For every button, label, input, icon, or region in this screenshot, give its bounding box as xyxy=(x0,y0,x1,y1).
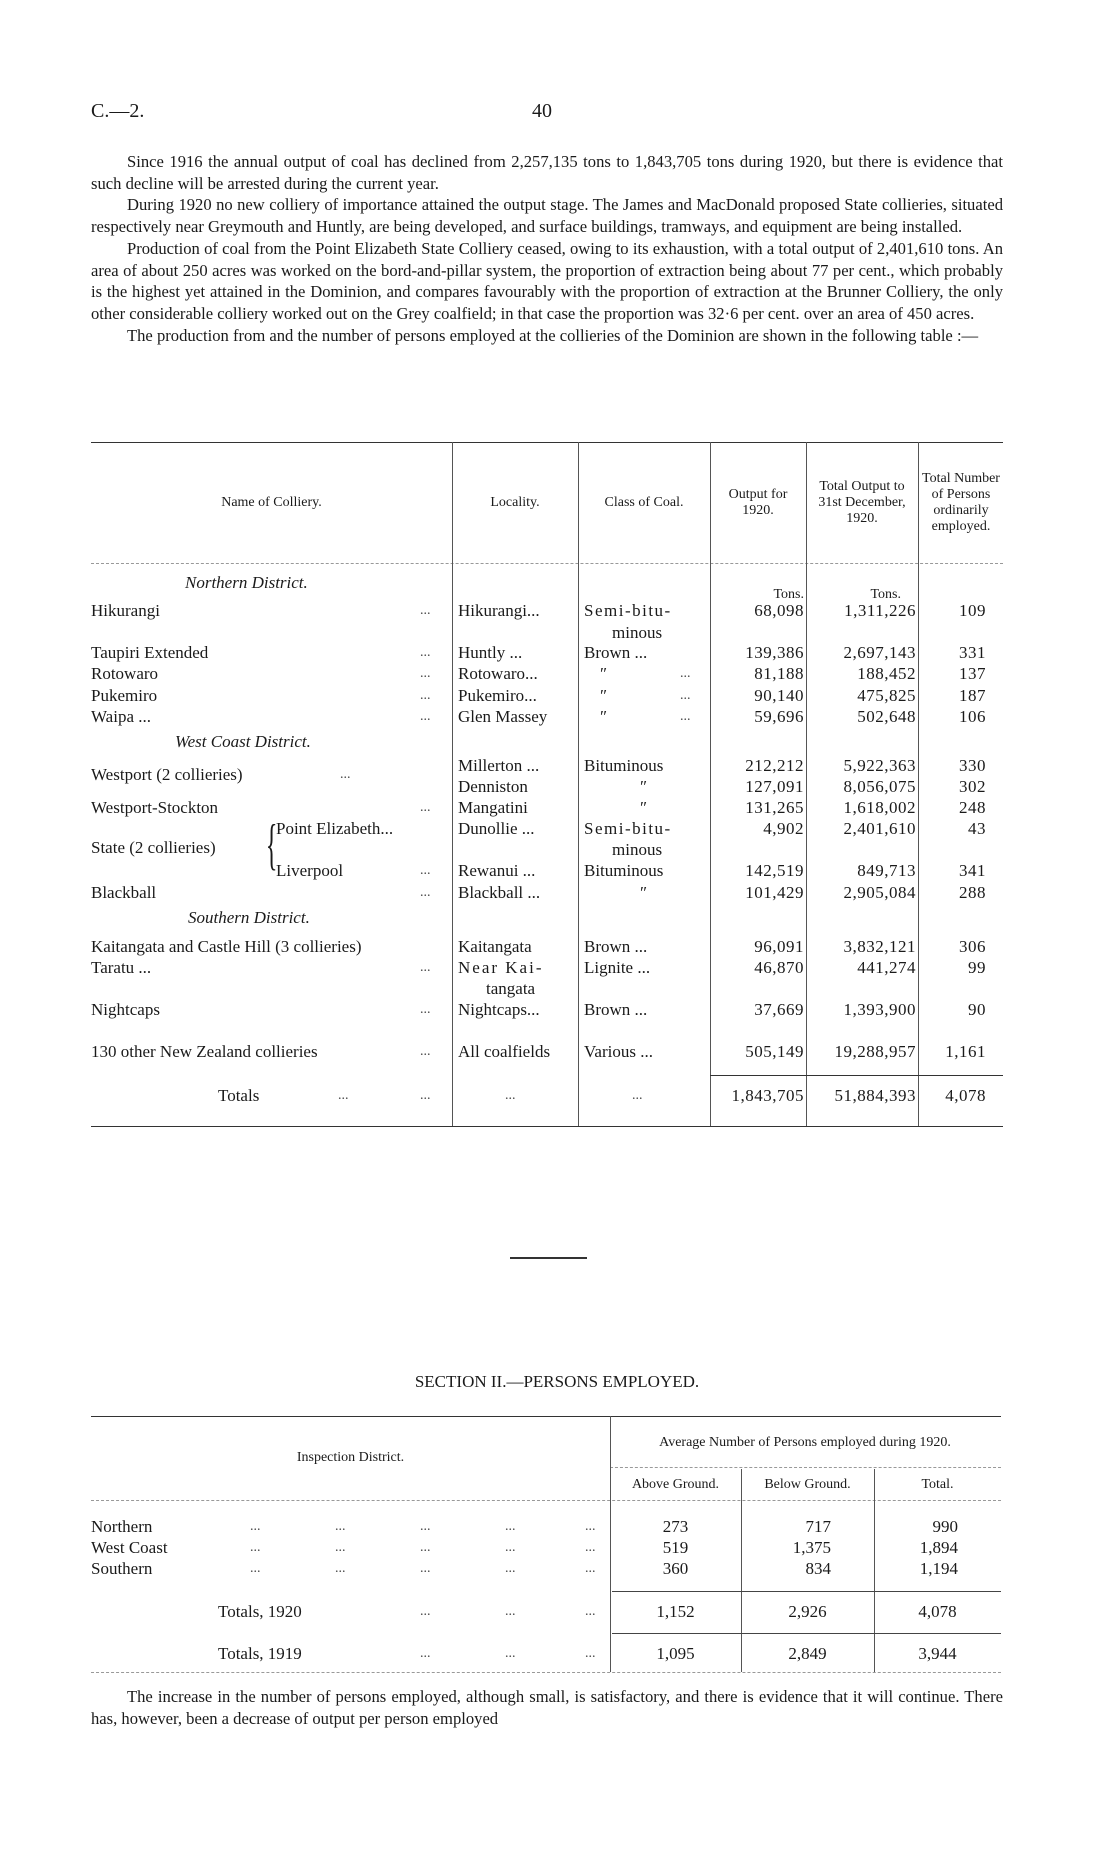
colliery-sub-name: Liverpool xyxy=(276,861,344,880)
leader-dots: ... xyxy=(340,767,351,782)
persons-total: 4,078 xyxy=(945,1086,986,1105)
leader-dots: ... xyxy=(420,863,431,878)
coal-class: Lignite ... xyxy=(584,958,651,977)
persons: 109 xyxy=(959,601,986,620)
persons: 288 xyxy=(959,883,986,902)
locality: Millerton ... xyxy=(458,756,540,775)
table-row xyxy=(0,936,1114,958)
persons: 331 xyxy=(959,643,986,662)
total-output: 849,713 xyxy=(857,861,916,880)
coal-class: ... xyxy=(632,1088,643,1103)
output: 505,149 xyxy=(745,1042,804,1061)
leader-dots: ... xyxy=(335,1561,346,1576)
leader-dots: ... xyxy=(505,1646,516,1661)
page-number: 40 xyxy=(532,100,552,122)
header-class: Class of Coal. xyxy=(604,494,684,510)
table-row xyxy=(0,776,1114,798)
persons: 99 xyxy=(968,958,986,977)
coal-class: ... xyxy=(680,666,691,681)
persons: 306 xyxy=(959,937,986,956)
header-output: Output for 1920. xyxy=(728,486,788,518)
table-row xyxy=(0,818,1114,840)
locality: Nightcaps... xyxy=(458,1000,540,1019)
table-row xyxy=(0,663,1114,685)
leader-dots: ... xyxy=(420,645,431,660)
persons: 1,161 xyxy=(945,1042,986,1061)
table-row xyxy=(0,642,1114,664)
paragraph: During 1920 no new colliery of importance attained the output stage. The James and MacDonald proposed State collieries, situated respectively near Greymouth and Huntly, are being developed, and surface buildings, tramways, and equipment are being installed. xyxy=(91,195,1003,237)
locality: Mangatini xyxy=(458,798,528,817)
leader-dots: ... xyxy=(250,1519,261,1534)
total-output: 1,393,900 xyxy=(843,1000,916,1019)
header-name: Name of Colliery. xyxy=(221,494,322,510)
totals-rule xyxy=(612,1591,1001,1592)
leader-dots: ... xyxy=(420,960,431,975)
leader-dots: ... xyxy=(420,1540,431,1555)
totals-row xyxy=(0,1085,1114,1107)
table-row xyxy=(0,797,1114,819)
persons: 137 xyxy=(959,664,986,683)
colliery-name: Pukemiro xyxy=(91,686,158,705)
colliery-name: Taupiri Extended xyxy=(91,643,209,662)
table-row xyxy=(0,1558,1114,1580)
total-output: 1,618,002 xyxy=(843,798,916,817)
coal-class-cont: minous xyxy=(612,840,663,859)
output: 90,140 xyxy=(754,686,804,705)
below-ground: 717 xyxy=(805,1517,831,1536)
leader-dots: ... xyxy=(420,709,431,724)
coal-class: Semi-bitu- xyxy=(584,819,672,838)
header-persons: Total Number of Persons ordinarily employed. xyxy=(922,470,1000,534)
coal-class-cont: minous xyxy=(612,623,663,642)
table-bottom-rule xyxy=(91,1672,1001,1673)
table-row xyxy=(0,882,1114,904)
coal-class: Semi-bitu- xyxy=(584,601,672,620)
coal-class: Brown ... xyxy=(584,937,648,956)
colliery-name: Rotowaro xyxy=(91,664,159,683)
subheader-rule xyxy=(610,1467,1001,1468)
totals-row xyxy=(0,1601,1114,1623)
leader-dots: ... xyxy=(585,1519,596,1534)
locality: Pukemiro... xyxy=(458,686,537,705)
total: 4,078 xyxy=(918,1602,957,1621)
ditto-mark: ″ xyxy=(640,798,648,817)
leader-dots: ... xyxy=(420,1519,431,1534)
total: 1,194 xyxy=(919,1559,958,1578)
report-code: C.—2. xyxy=(91,100,145,122)
persons: 341 xyxy=(959,861,986,880)
output: 37,669 xyxy=(754,1000,804,1019)
table-row xyxy=(0,860,1114,882)
locality: Rotowaro... xyxy=(458,664,538,683)
leader-dots: ... xyxy=(420,1002,431,1017)
locality: Huntly ... xyxy=(458,643,523,662)
table-row xyxy=(0,600,1114,622)
colliery-name: Kaitangata and Castle Hill (3 collieries) xyxy=(91,937,362,956)
colliery-name: Westport-Stockton xyxy=(91,798,219,817)
table-bottom-rule xyxy=(91,1126,1003,1127)
locality: All coalfields xyxy=(458,1042,551,1061)
coal-class: Bituminous xyxy=(584,756,664,775)
total-output-total: 51,884,393 xyxy=(834,1086,916,1105)
persons: 187 xyxy=(959,686,986,705)
leader-dots: ... xyxy=(420,800,431,815)
closing-text xyxy=(91,1686,1003,1729)
colliery-name: Blackball xyxy=(91,883,157,902)
leader-dots: ... xyxy=(335,1540,346,1555)
above-ground: 273 xyxy=(662,1517,689,1536)
paragraph: The production from and the number of persons employed at the collieries of the Dominion are shown in the following table :— xyxy=(127,325,979,345)
table-row xyxy=(0,1537,1114,1559)
colliery-name: Nightcaps xyxy=(91,1000,160,1019)
header-group: Average Number of Persons employed during 1920. xyxy=(659,1435,951,1450)
totals-label: Totals, 1920 xyxy=(218,1602,302,1621)
persons: 43 xyxy=(968,819,986,838)
district: Southern xyxy=(91,1559,153,1578)
above-ground: 519 xyxy=(662,1538,689,1557)
table-row xyxy=(0,685,1114,707)
leader-dots: ... xyxy=(420,1604,431,1619)
above-ground: 360 xyxy=(662,1559,689,1578)
coal-class: ... xyxy=(680,709,691,724)
persons: 90 xyxy=(968,1000,986,1019)
persons: 330 xyxy=(959,756,986,775)
section-title: SECTION II.—PERSONS EMPLOYED. xyxy=(414,1372,700,1391)
total-output: 188,452 xyxy=(857,664,916,683)
ditto-mark: ″ xyxy=(600,664,608,683)
output: 101,429 xyxy=(745,883,804,902)
colliery-name: Hikurangi xyxy=(91,601,160,620)
leader-dots: ... xyxy=(420,666,431,681)
locality-cont: tangata xyxy=(486,979,536,998)
table-row xyxy=(0,706,1114,728)
unit-label: Tons. xyxy=(870,587,901,602)
header-below: Below Ground. xyxy=(764,1476,851,1492)
total-output: 5,922,363 xyxy=(843,756,916,775)
locality: Near Kai- xyxy=(458,958,544,977)
below-ground: 2,926 xyxy=(788,1602,827,1621)
below-ground: 2,849 xyxy=(788,1644,827,1663)
total-output: 2,401,610 xyxy=(843,819,916,838)
header-total-output: Total Output to 31st December, 1920. xyxy=(818,478,906,526)
total-output: 2,905,084 xyxy=(843,883,916,902)
leader-dots: ... xyxy=(585,1540,596,1555)
output-total: 1,843,705 xyxy=(731,1086,804,1105)
total: 1,894 xyxy=(919,1538,958,1557)
table-row xyxy=(0,957,1114,979)
leader-dots: ... xyxy=(585,1561,596,1576)
total-output: 19,288,957 xyxy=(834,1042,916,1061)
persons: 302 xyxy=(959,777,986,796)
header-district: Inspection District. xyxy=(296,1450,405,1465)
total-output: 2,697,143 xyxy=(843,643,916,662)
ditto-mark: ″ xyxy=(600,686,608,705)
coal-class: Brown ... xyxy=(584,1000,648,1019)
leader-dots: ... xyxy=(420,885,431,900)
brace: { xyxy=(265,812,278,876)
header-above: Above Ground. xyxy=(631,1476,720,1492)
locality: Rewanui ... xyxy=(458,861,536,880)
output: 4,902 xyxy=(763,819,804,838)
header-rule xyxy=(91,563,1003,564)
leader-dots: ... xyxy=(585,1604,596,1619)
table-row xyxy=(0,999,1114,1021)
total: 990 xyxy=(932,1517,958,1536)
locality: Kaitangata xyxy=(458,937,532,956)
leader-dots: ... xyxy=(250,1561,261,1576)
leader-dots: ... xyxy=(420,1646,431,1661)
total-output: 502,648 xyxy=(857,707,916,726)
persons: 106 xyxy=(959,707,986,726)
below-ground: 1,375 xyxy=(792,1538,831,1557)
locality: Hikurangi... xyxy=(458,601,540,620)
persons: 248 xyxy=(959,798,986,817)
district: West Coast xyxy=(91,1538,168,1557)
leader-dots: ... xyxy=(335,1519,346,1534)
leader-dots: ... xyxy=(420,1561,431,1576)
colliery-name: Taratu ... xyxy=(91,958,152,977)
table-row xyxy=(0,1041,1114,1063)
output: 142,519 xyxy=(745,861,804,880)
unit-label: Tons. xyxy=(773,587,804,602)
intro-text xyxy=(91,151,1003,346)
total: 3,944 xyxy=(918,1644,957,1663)
leader-dots: ... xyxy=(505,1519,516,1534)
total-output: 1,311,226 xyxy=(844,601,916,620)
coal-class: Various ... xyxy=(584,1042,653,1061)
leader-dots: ... xyxy=(505,1561,516,1576)
locality: Denniston xyxy=(458,777,528,796)
colliery-name: State (2 collieries) xyxy=(91,838,216,857)
above-ground: 1,095 xyxy=(656,1644,695,1663)
output: 81,188 xyxy=(754,664,804,683)
totals-label: Totals, 1919 xyxy=(218,1644,302,1663)
locality: Glen Massey xyxy=(458,707,548,726)
leader-dots: ... xyxy=(420,1044,431,1059)
output: 131,265 xyxy=(745,798,804,817)
colliery-name: Westport (2 collieries) xyxy=(91,765,243,784)
leader-dots: ... xyxy=(585,1646,596,1661)
section-divider xyxy=(510,1257,587,1259)
table-row xyxy=(0,1516,1114,1538)
totals-row xyxy=(0,1643,1114,1665)
totals-rule xyxy=(612,1633,1001,1634)
leader-dots: ... xyxy=(420,688,431,703)
coal-class: Bituminous xyxy=(584,861,664,880)
colliery-sub-name: Point Elizabeth... xyxy=(276,819,394,838)
paragraph: Since 1916 the annual output of coal has declined from 2,257,135 tons to 1,843,705 tons during 1920, but there is evidence that such decline will be arrested during the current year. xyxy=(91,152,1003,193)
header-total: Total. xyxy=(921,1476,954,1492)
total-output: 441,274 xyxy=(857,958,916,977)
district: Northern xyxy=(91,1517,153,1536)
output: 139,386 xyxy=(745,643,804,662)
paragraph: The increase in the number of persons employed, although small, is satisfactory, and there is evidence that it will continue. There has, however, been a decrease of output per person employed xyxy=(91,1687,1003,1728)
paragraph: Production of coal from the Point Elizabeth State Colliery ceased, owing to its exhaustion, with a total output of 2,401,610 tons. An area of about 250 acres was worked on the bord-and-pillar system, the proportion of extraction being about 77 per cent., which probably is the highest yet attained in the Dominion, and compares favourably with the proportion of extraction at the Brunner Colliery, the only other considerable colliery worked out on the Grey coalfield; in that case the proportion was 32·6 per cent. over an area of 450 acres. xyxy=(91,238,1003,323)
totals-rule xyxy=(710,1075,1003,1076)
total-output: 475,825 xyxy=(857,686,916,705)
totals-label: Totals xyxy=(218,1086,260,1105)
leader-dots: ... xyxy=(420,603,431,618)
colliery-name: Waipa ... xyxy=(91,707,151,726)
district-heading: West Coast District. xyxy=(175,732,311,751)
total-output: 8,056,075 xyxy=(843,777,916,796)
ditto-mark: ″ xyxy=(640,777,648,796)
above-ground: 1,152 xyxy=(656,1602,695,1621)
output: 59,696 xyxy=(754,707,804,726)
leader-dots: ... xyxy=(338,1088,349,1103)
district-heading: Southern District. xyxy=(188,908,310,927)
output: 46,870 xyxy=(754,958,804,977)
coal-class: Brown ... xyxy=(584,643,648,662)
leader-dots: ... xyxy=(250,1540,261,1555)
total-output: 3,832,121 xyxy=(843,937,916,956)
header-rule xyxy=(91,1500,1001,1501)
leader-dots: ... xyxy=(420,1088,431,1103)
ditto-mark: ″ xyxy=(640,883,648,902)
output: 212,212 xyxy=(745,756,804,775)
locality: Dunollie ... xyxy=(458,819,535,838)
leader-dots: ... xyxy=(505,1540,516,1555)
output: 127,091 xyxy=(745,777,804,796)
leader-dots: ... xyxy=(505,1604,516,1619)
coal-class: ... xyxy=(680,688,691,703)
district-heading: Northern District. xyxy=(185,573,308,592)
header-locality: Locality. xyxy=(490,494,540,510)
locality: Blackball ... xyxy=(458,883,541,902)
colliery-name: 130 other New Zealand collieries xyxy=(91,1042,318,1061)
output: 68,098 xyxy=(754,601,804,620)
table-row xyxy=(0,755,1114,777)
output: 96,091 xyxy=(754,937,804,956)
below-ground: 834 xyxy=(805,1559,831,1578)
locality: ... xyxy=(505,1088,516,1103)
ditto-mark: ″ xyxy=(600,707,608,726)
